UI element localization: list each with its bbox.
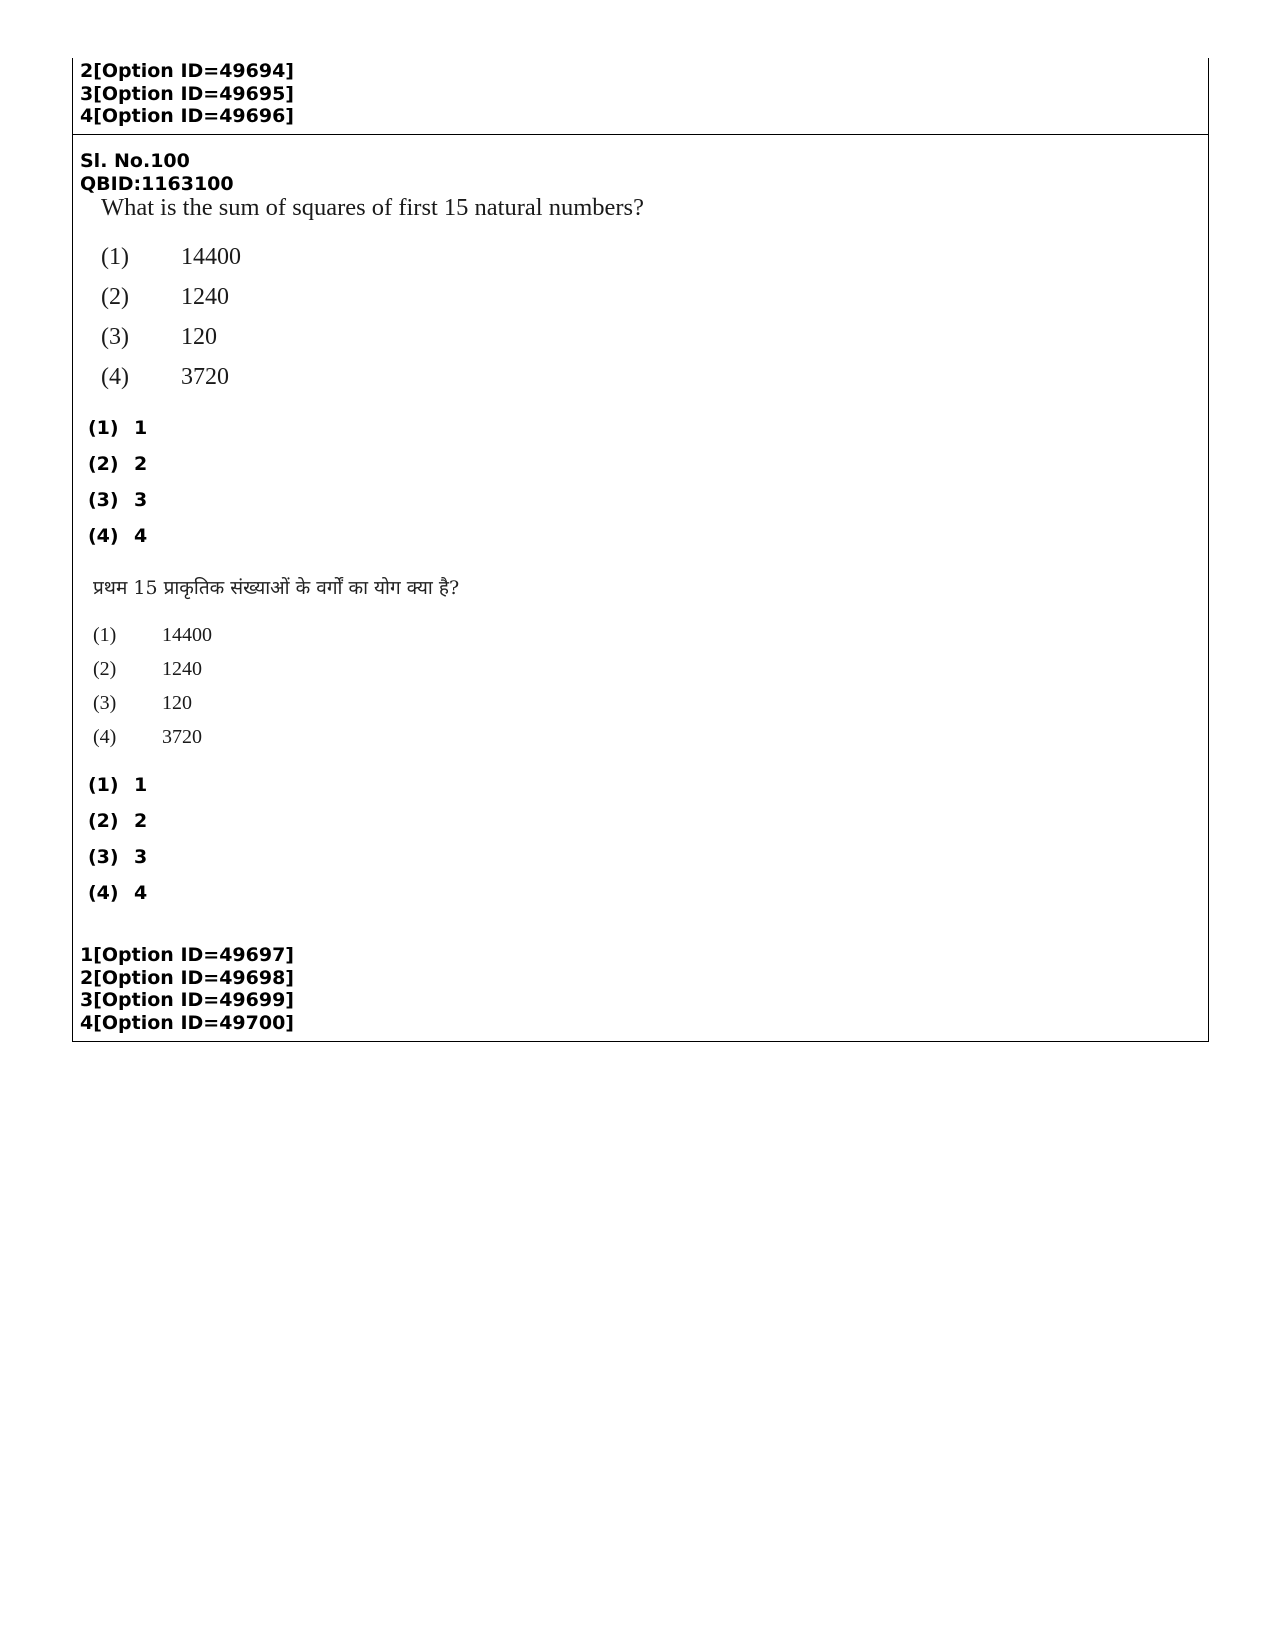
- option-number: (2): [101, 284, 129, 310]
- option-value: 3720: [181, 364, 229, 390]
- answer-choice: [88, 489, 147, 511]
- answer-value: 4: [134, 525, 148, 547]
- english-option: [101, 284, 229, 311]
- answer-value: 2: [134, 453, 148, 475]
- option-number: (4): [101, 364, 129, 390]
- option-id-list: [80, 944, 294, 1034]
- answer-number: (2): [88, 453, 119, 475]
- english-question-text: What is the sum of squares of first 15 natural numbers?: [101, 194, 644, 221]
- qbid: QBID:1163100: [80, 172, 234, 195]
- answer-number: (3): [88, 489, 119, 511]
- hindi-question-text: प्रथम 15 प्राकृतिक संख्याओं के वर्गों का योग क्या है?: [93, 577, 460, 599]
- answer-choice: [88, 846, 147, 868]
- answer-number: (2): [88, 810, 119, 832]
- option-id-line: 3[Option ID=49699]: [80, 989, 294, 1011]
- answer-value: 4: [134, 882, 148, 904]
- option-number: (1): [101, 244, 129, 270]
- option-id-line: 2[Option ID=49698]: [80, 966, 294, 989]
- question-header: [80, 150, 234, 195]
- answer-number: (3): [88, 846, 119, 868]
- option-number: (4): [93, 726, 117, 748]
- hindi-option: [93, 726, 202, 749]
- answer-choice: [88, 774, 147, 796]
- option-value: 120: [181, 324, 217, 350]
- answer-value: 1: [134, 774, 148, 796]
- english-option: [101, 364, 229, 391]
- option-value: 1240: [162, 658, 202, 680]
- answer-value: 1: [134, 417, 148, 439]
- answer-number: (1): [88, 774, 119, 796]
- previous-question-option-ids-block: [72, 58, 1209, 135]
- hindi-option: [93, 624, 212, 647]
- option-value: 120: [162, 692, 192, 714]
- answer-choice: [88, 525, 147, 547]
- answer-value: 3: [134, 489, 148, 511]
- option-value: 14400: [181, 244, 241, 270]
- answer-choice: [88, 453, 147, 475]
- answer-choice: [88, 882, 147, 904]
- option-number: (3): [101, 324, 129, 350]
- english-option: [101, 324, 217, 351]
- option-id-line: 4[Option ID=49696]: [80, 105, 294, 127]
- serial-number: Sl. No.100: [80, 150, 190, 172]
- option-id-line: 4[Option ID=49700]: [80, 1011, 294, 1034]
- answer-number: (1): [88, 417, 119, 439]
- option-value: 14400: [162, 624, 212, 646]
- answer-number: (4): [88, 882, 119, 904]
- answer-value: 3: [134, 846, 148, 868]
- english-option: [101, 244, 241, 271]
- answer-value: 2: [134, 810, 148, 832]
- hindi-option: [93, 658, 202, 681]
- question-block: [72, 134, 1209, 1042]
- option-value: 1240: [181, 284, 229, 310]
- option-number: (3): [93, 692, 117, 714]
- option-number: (2): [93, 658, 117, 680]
- answer-choice: [88, 810, 147, 832]
- answer-choice: [88, 417, 147, 439]
- option-value: 3720: [162, 726, 202, 748]
- option-id-line: 1[Option ID=49697]: [80, 944, 294, 966]
- option-id-list: [80, 60, 294, 128]
- hindi-option: [93, 692, 192, 715]
- option-id-line: 2[Option ID=49694]: [80, 60, 294, 82]
- answer-number: (4): [88, 525, 119, 547]
- option-id-line: 3[Option ID=49695]: [80, 82, 294, 105]
- option-number: (1): [93, 624, 117, 646]
